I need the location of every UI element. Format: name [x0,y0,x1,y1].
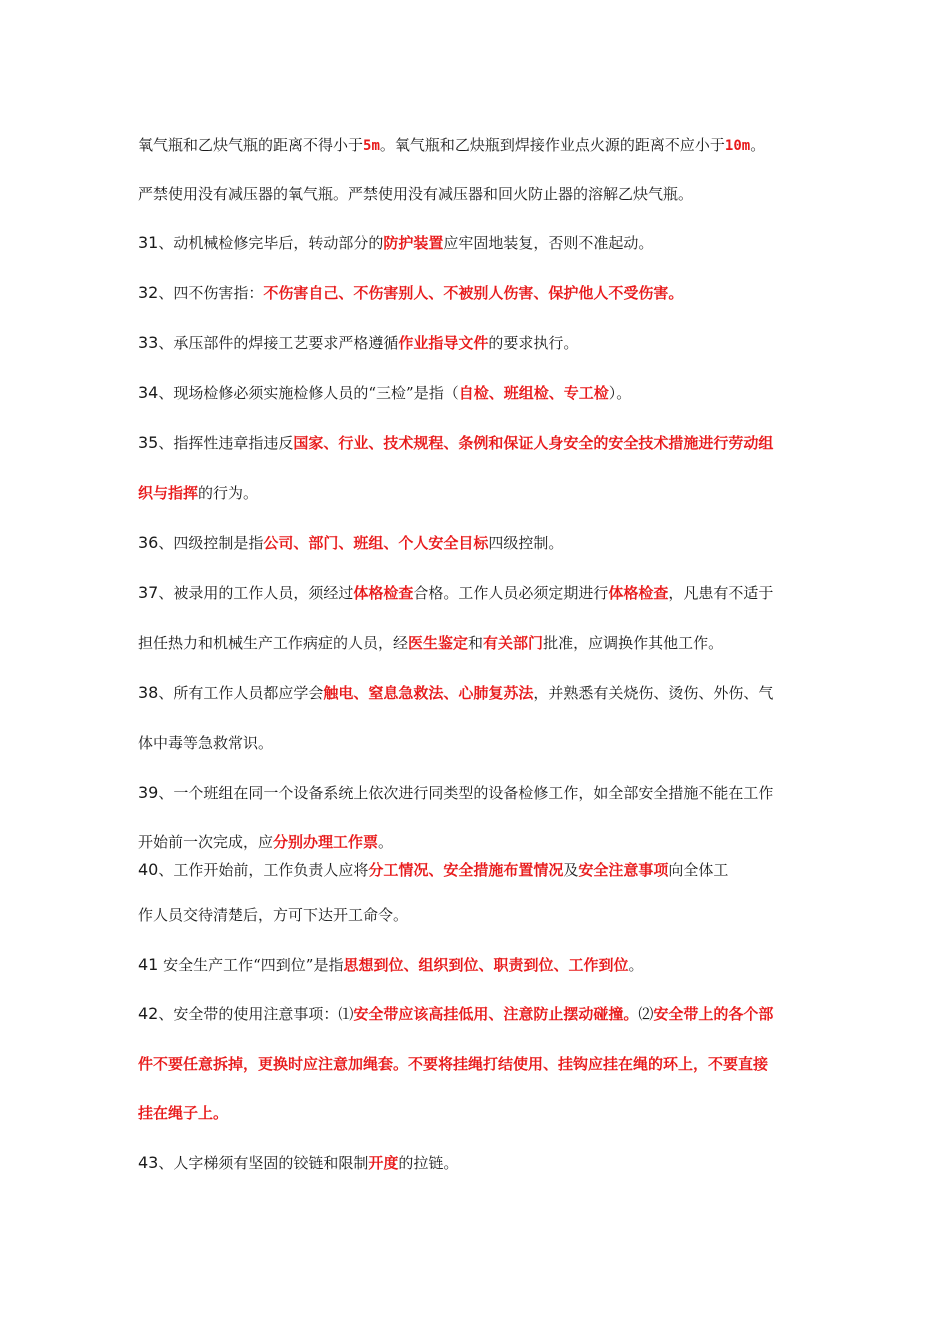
item-number: 39 [138,783,159,802]
highlight-text: 体格检查 [608,584,669,602]
highlight-text: 织与指挥 [138,484,199,502]
text: ，凡患有不适于 [668,584,774,602]
text: 、被录用的工作人员，须经过 [158,584,354,602]
highlight-text: 医生鉴定 [408,634,469,652]
highlight-text: 安全带上的各个部 [653,1005,774,1023]
item-number: 31 [138,233,159,252]
text: 的行为。 [198,484,259,502]
item-number: 38 [138,683,159,702]
item-number: 35 [138,433,159,452]
text: 安全生产工作“四到位”是指 [158,956,344,974]
item-number: 37 [138,583,159,602]
text: 四级控制。 [488,534,564,552]
highlight-text: 公司、部门、班组、个人安全目标 [263,534,489,552]
highlight-text: 挂在绳子上。 [138,1104,229,1122]
item-39-continued [138,831,393,853]
text: 及 [563,861,579,879]
item-39 [138,782,773,804]
highlight-text: 件不要任意拆掉，更换时应注意加绳套。不要将挂绳打结使用、挂钩应挂在绳的环上，不要直接 [138,1055,769,1073]
text: 体中毒等急救常识。 [138,734,274,752]
highlight-text: 10m [724,138,751,154]
text: 、所有工作人员都应学会 [158,684,324,702]
highlight-text: 自检、班组检、专工检 [458,384,609,402]
item-number: 32 [138,283,159,302]
highlight-text: 分别办理工作票 [273,833,379,851]
text: 作人员交待清楚后，方可下达开工命令。 [138,906,409,924]
text: 、承压部件的焊接工艺要求严格遵循 [158,334,399,352]
item-number: 41 [138,955,159,974]
item-number: 42 [138,1004,159,1023]
highlight-text: 安全注意事项 [578,861,669,879]
highlight-text: 5m [363,138,380,154]
text: 。 [378,833,394,851]
item-41 [138,954,644,976]
item-number: 34 [138,383,159,402]
text: 和 [468,634,484,652]
text: 开始前一次完成，应 [138,833,274,851]
highlight-text: 有关部门 [483,634,544,652]
text: 的拉链。 [398,1154,459,1172]
text: ⑵ [638,1005,654,1023]
item-number: 43 [138,1153,159,1172]
highlight-text: 防护装置 [383,234,444,252]
text: 批准，应调换作其他工作。 [543,634,724,652]
highlight-text: 作业指导文件 [398,334,489,352]
item-31 [138,232,653,254]
text: 应牢固地装复，否则不准起动。 [443,234,654,252]
item-37 [138,582,773,604]
item-32 [138,282,683,304]
text: 。 [628,956,644,974]
highlight-text: 开度 [368,1154,399,1172]
text: 、四不伤害指： [158,284,264,302]
item-40 [138,859,728,881]
text: 、工作开始前，工作负责人应将 [158,861,369,879]
item-37-continued [138,632,723,654]
item-36 [138,532,563,554]
highlight-text: 思想到位、组织到位、职责到位、工作到位 [343,956,629,974]
text: 、现场检修必须实施检修人员的“三检”是指（ [158,384,459,402]
highlight-text: 触电、窒息急救法、心肺复苏法 [323,684,534,702]
text: 、一个班组在同一个设备系统上依次进行同类型的设备检修工作，如全部安全措施不能在工作 [158,784,774,802]
highlight-text: 不伤害自己、不伤害别人、不被别人伤害、保护他人不受伤害。 [263,284,684,302]
text: 严禁使用没有减压器的氧气瓶。严禁使用没有减压器和回火防止器的溶解乙炔气瓶。 [138,185,694,203]
text: 担任热力和机械生产工作病症的人员，经 [138,634,409,652]
text: 、四级控制是指 [158,534,264,552]
text: 氧气瓶和乙炔气瓶的距离不得小于 [138,136,364,154]
paragraph-gas-cylinder-distance [138,134,765,157]
text: 、动机械检修完毕后，转动部分的 [158,234,384,252]
item-35 [138,432,773,454]
item-42-continued [138,1053,768,1075]
item-38 [138,682,773,704]
text: 的要求执行。 [488,334,579,352]
text: ，并熟悉有关烧伤、烫伤、外伤、气 [533,684,774,702]
text: ）。 [608,384,632,402]
text: 向全体工 [668,861,729,879]
text: 。氧气瓶和乙炔瓶到焊接作业点火源的距离不应小于 [379,136,725,154]
text: 。 [750,136,766,154]
item-35-continued [138,482,258,504]
highlight-text: 安全带应该高挂低用、注意防止摆动碰撞。 [353,1005,639,1023]
item-33 [138,332,578,354]
text: 、人字梯须有坚固的铰链和限制 [158,1154,369,1172]
item-number: 33 [138,333,159,352]
highlight-text: 体格检查 [353,584,414,602]
highlight-text: 分工情况、安全措施布置情况 [368,861,564,879]
item-43 [138,1152,458,1174]
item-40-continued [138,904,408,926]
text: 、指挥性违章指违反 [158,434,294,452]
item-34 [138,382,631,404]
text: 、安全带的使用注意事项：⑴ [158,1005,354,1023]
item-42-continued-2 [138,1102,228,1124]
item-number: 40 [138,860,159,879]
item-number: 36 [138,533,159,552]
text: 合格。工作人员必须定期进行 [413,584,609,602]
item-38-continued [138,732,273,754]
paragraph-pressure-reducer [138,183,693,205]
item-42 [138,1003,773,1025]
highlight-text: 国家、行业、技术规程、条例和保证人身安全的安全技术措施进行劳动组 [293,434,774,452]
